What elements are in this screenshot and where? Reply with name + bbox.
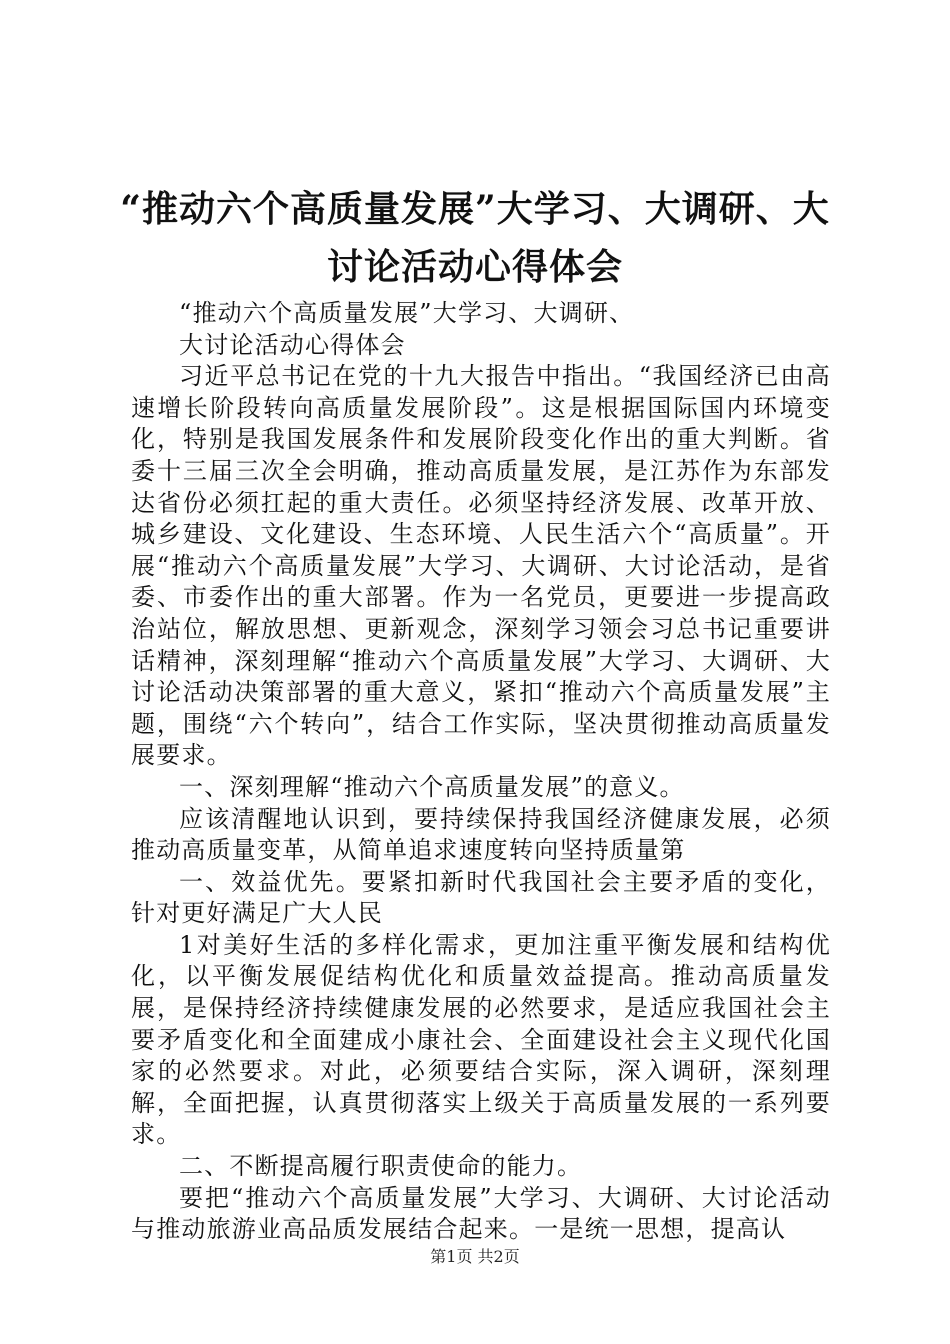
page-number-footer: 第1页 共2页 [430, 1247, 520, 1266]
paragraph-subtitle-line-1: “推动六个高质量发展”大学习、大调研、 [179, 299, 635, 327]
section-heading-2: 二、不断提高履行职责使命的能力。 [179, 1152, 583, 1181]
paragraph-intro: 习近平总书记在党的十九大报告中指出。“我国经济已由高速增长阶段转向高质量发展阶段”。这是根据国际国内环境变化，特别是我国发展条件和发展阶段变化作出的重大判断。省委十三届三次全会明确，推动高质量发展，是江苏作为东部发达省份必须扛起的重大责任。必须坚持经济发展、改革开放、城乡建设、文化建设、生态环境、人民生活六个“高质量”。开展“推动六个高质量发展”大学习、大调研、大讨论活动，是省委、市委作出的重大部署。作为一名党员，更要进一步提高政治站位，解放思想、更新观念，深刻学习领会习总书记重要讲话精神，深刻理解“推动六个高质量发展”大学习、大调研、大讨论活动决策部署的重大意义，紧扣“推动六个高质量发展”主题，围绕“六个转向”，结合工作实际，坚决贯彻推动高质量发展要求。 [131, 362, 831, 770]
paragraph-section-1-a: 应该清醒地认识到，要持续保持我国经济健康发展，必须推动高质量变革，从简单追求速度转向坚持质量第 [131, 804, 831, 865]
paragraph-section-1-c: 1对美好生活的多样化需求，更加注重平衡发展和结构优化，以平衡发展促结构优化和质量效益提高。推动高质量发展，是保持经济持续健康发展的必然要求，是适应我国社会主要矛盾变化和全面建成小康社会、全面建设社会主义现代化国家的必然要求。对此，必须要结合实际，深入调研，深刻理解，全面把握，认真贯彻落实上级关于高质量发展的一系列要求。 [131, 930, 831, 1149]
document-title: “推动六个高质量发展”大学习、大调研、大讨论活动心得体会 [120, 188, 830, 288]
paragraph-section-1-b: 一、效益优先。要紧扣新时代我国社会主要矛盾的变化，针对更好满足广大人民 [131, 867, 831, 928]
section-heading-1: 一、深刻理解“推动六个高质量发展”的意义。 [179, 772, 685, 801]
paragraph-subtitle-line-2: 大讨论活动心得体会 [179, 330, 406, 359]
paragraph-section-2-a: 要把“推动六个高质量发展”大学习、大调研、大讨论活动与推动旅游业高品质发展结合起来。一是统一思想，提高认 [131, 1183, 831, 1244]
document-body [131, 298, 831, 1246]
